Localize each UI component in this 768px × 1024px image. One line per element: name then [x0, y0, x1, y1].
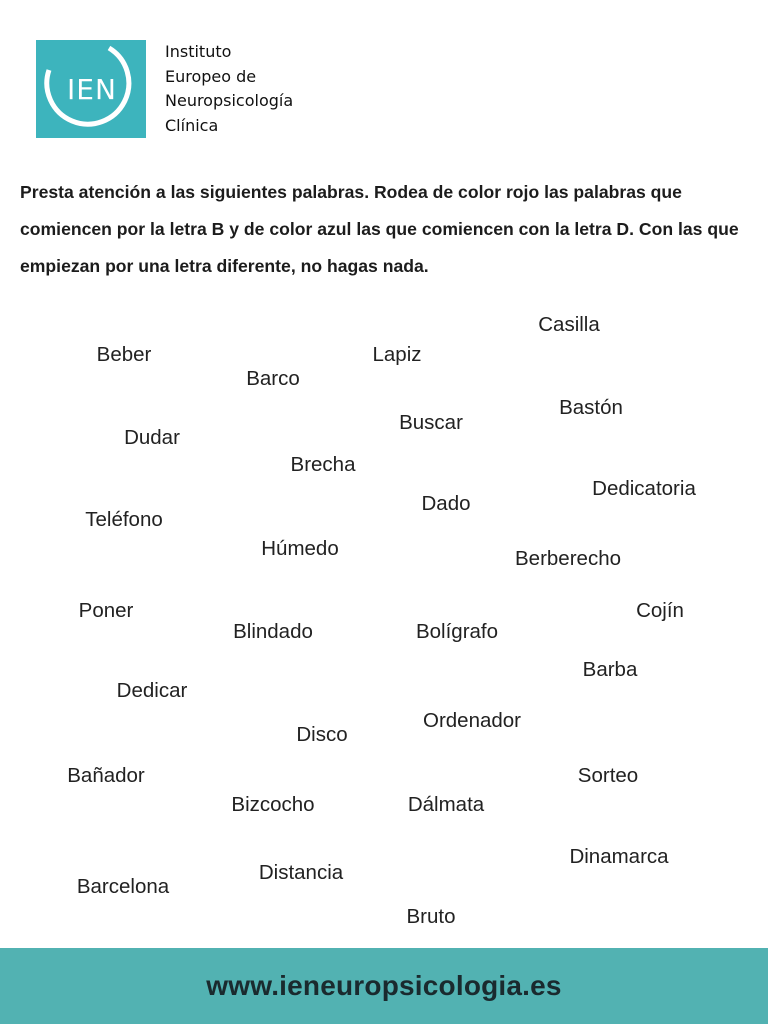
word-item: Bastón — [559, 396, 623, 419]
word-item: Dinamarca — [569, 845, 669, 868]
footer-banner — [0, 948, 768, 1024]
word-item: Berberecho — [515, 547, 621, 570]
word-item: Dálmata — [407, 793, 485, 816]
word-item: Casilla — [538, 313, 600, 336]
word-item: Barco — [246, 367, 300, 390]
institute-name — [165, 40, 385, 138]
instructions-text: Presta atención a las siguientes palabras. Rodea de color rojo las palabras que comiencen por la letra B y de color azul las que comiencen con la letra D. Con las que empiezan por una letra diferente, no hagas nada. — [20, 182, 739, 276]
word-item: Ordenador — [422, 709, 522, 732]
word-item: Blindado — [233, 620, 313, 643]
institute-name-line-4: Clínica — [165, 115, 219, 135]
word-item: Barcelona — [76, 875, 170, 898]
logo — [36, 40, 146, 138]
word-item: Dedicatoria — [592, 477, 696, 500]
website-url: www.ieneuropsicologia.es — [206, 970, 562, 1001]
word-item: Beber — [96, 343, 152, 366]
word-item: Bizcocho — [231, 793, 315, 816]
logo-letters: IEN — [67, 73, 117, 106]
word-item: Distancia — [258, 861, 344, 884]
logo-mark — [36, 40, 146, 138]
word-item: Cojín — [636, 599, 684, 622]
word-item: Buscar — [399, 411, 463, 434]
word-item: Disco — [296, 723, 348, 746]
institute-name-line-3: Neuropsicología — [165, 91, 294, 111]
word-item: Teléfono — [85, 508, 163, 531]
word-item: Dedicar — [116, 679, 188, 702]
word-item: Barba — [582, 658, 638, 681]
word-item: Bañador — [67, 764, 145, 787]
word-item: Poner — [78, 599, 134, 622]
word-item: Lapiz — [372, 343, 422, 366]
word-item: Dudar — [124, 426, 180, 449]
word-item: Bolígrafo — [415, 620, 499, 643]
word-item: Sorteo — [577, 764, 639, 787]
institute-name-line-1: Instituto — [165, 42, 232, 61]
word-item: Brecha — [290, 453, 356, 476]
word-item: Dado — [421, 492, 471, 515]
word-item: Bruto — [406, 905, 456, 928]
institute-name-line-2: Europeo de — [165, 66, 257, 86]
word-item: Húmedo — [261, 537, 339, 560]
